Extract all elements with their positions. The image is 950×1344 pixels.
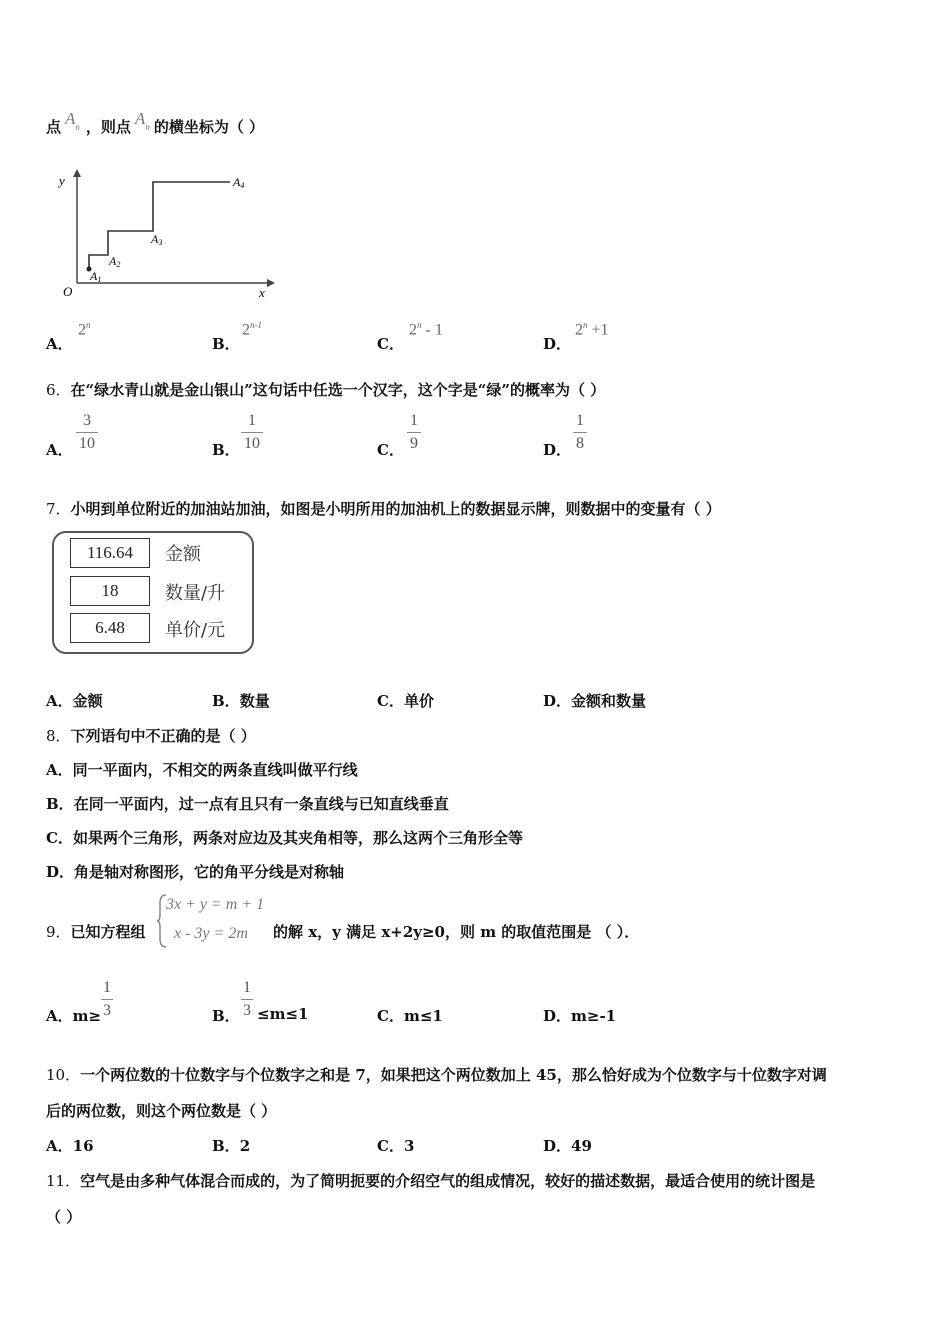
- q10-option-b[interactable]: B．2: [212, 1137, 251, 1155]
- q6-option-b[interactable]: B．: [212, 441, 240, 459]
- q7-option-b[interactable]: B．数量: [212, 692, 270, 710]
- point-a2-label: A2: [109, 254, 121, 269]
- q6-option-a-fraction: 3 10: [76, 412, 98, 453]
- q5-option-b[interactable]: B．: [212, 335, 240, 353]
- point-a1-label: A1: [90, 269, 102, 284]
- equation-1: 3x + y = m + 1: [166, 896, 265, 913]
- q6-option-d-fraction: 1 8: [573, 412, 587, 453]
- point-a4-label: A4: [233, 175, 245, 190]
- staircase-graph: [55, 165, 295, 305]
- q9-option-c[interactable]: C．m≤1: [377, 1007, 443, 1025]
- q5-option-a-expr: 2$^n$: [78, 320, 91, 339]
- q9-option-b-tail: ≤m≤1: [257, 1005, 309, 1023]
- display-amount-label: 金额: [165, 544, 201, 565]
- q7-option-d[interactable]: D．金额和数量: [543, 692, 647, 710]
- q9-option-a[interactable]: A．m≥: [46, 1007, 102, 1025]
- q9-option-b[interactable]: B．: [212, 1007, 240, 1025]
- q6-option-a[interactable]: A．: [46, 441, 73, 459]
- q10-option-c[interactable]: C．3: [377, 1137, 415, 1155]
- q6-option-b-fraction: 1 10: [241, 412, 263, 453]
- q7-option-c[interactable]: C．单价: [377, 692, 434, 710]
- q9-stem-suffix: 的解 x，y 满足 x+2y≥0，则 m 的取值范围是 （ ）．: [273, 923, 640, 941]
- q11-stem-line1: 11．空气是由多种气体混合而成的，为了简明扼要的介绍空气的组成情况，较好的描述数据，最适合使用的统计图是: [46, 1172, 816, 1190]
- q6-option-c[interactable]: C．: [377, 441, 404, 459]
- q8-option-d[interactable]: D．角是轴对称图形，它的角平分线是对称轴: [46, 863, 345, 881]
- y-axis-arrow: [73, 169, 81, 177]
- y-axis-label: y: [59, 173, 65, 188]
- q5-option-b-expr: 2$^{n-1}$: [242, 320, 262, 339]
- q5-stem: 点 $A_n$ ，则点 $A_n$ 的横坐标为（ ）: [46, 109, 265, 136]
- display-amount-value: 116.64: [70, 538, 150, 568]
- point-a3-label: A3: [151, 232, 163, 247]
- q8-stem: 8．下列语句中不正确的是（ ）: [46, 727, 256, 745]
- q9-option-d[interactable]: D．m≥-1: [543, 1007, 617, 1025]
- q6-option-c-fraction: 1 9: [407, 412, 421, 453]
- display-price-label: 单价/元: [165, 620, 226, 641]
- q10-stem-line1: 10．一个两位数的十位数字与个位数字之和是 7，如果把这个两位数加上 45，那么恰好成为个位数字与十位数字对调: [46, 1066, 827, 1084]
- q5-option-d[interactable]: D．: [543, 335, 572, 353]
- x-axis-arrow: [267, 279, 275, 287]
- q9-option-a-fraction: 1 3: [103, 979, 111, 1019]
- q8-option-c[interactable]: C．如果两个三角形，两条对应边及其夹角相等，那么这两个三角形全等: [46, 829, 523, 847]
- q5-option-d-expr: 2$^n$ +1: [575, 320, 609, 339]
- q11-stem-line2: （ ）: [46, 1208, 82, 1226]
- x-axis-label: x: [259, 285, 265, 300]
- point-an-symbol-2: A: [134, 109, 146, 128]
- q7-stem: 7．小明到单位附近的加油站加油，如图是小明所用的加油机上的数据显示牌，则数据中的变量有（ ）: [46, 500, 721, 518]
- q10-option-d[interactable]: D．49: [543, 1137, 592, 1155]
- equation-2: x - 3y = 2m: [174, 925, 248, 942]
- display-quantity-value: 18: [70, 576, 150, 606]
- q6-stem: 6．在“绿水青山就是金山银山”这句话中任选一个汉字，这个字是“绿”的概率为（ ）: [46, 381, 606, 399]
- q8-option-a[interactable]: A．同一平面内，不相交的两条直线叫做平行线: [46, 761, 358, 779]
- q10-stem-line2: 后的两位数，则这个两位数是（ ）: [46, 1102, 277, 1120]
- q5-option-c[interactable]: C．: [377, 335, 404, 353]
- point-an-symbol: A: [65, 109, 76, 128]
- q8-option-b[interactable]: B．在同一平面内，过一点有且只有一条直线与已知直线垂直: [46, 795, 449, 813]
- display-quantity-label: 数量/升: [165, 583, 226, 604]
- q6-option-d[interactable]: D．: [543, 441, 572, 459]
- q5-option-a[interactable]: A．: [46, 335, 73, 353]
- q5-option-c-expr: 2$^n$ - 1: [409, 320, 443, 339]
- origin-label: O: [63, 284, 73, 299]
- q9-option-b-fraction: 1 3: [243, 979, 251, 1019]
- q9-stem-prefix: 9．已知方程组: [46, 923, 146, 941]
- q7-option-a[interactable]: A．金额: [46, 692, 103, 710]
- q10-option-a[interactable]: A．16: [46, 1137, 94, 1155]
- display-price-value: 6.48: [70, 613, 150, 643]
